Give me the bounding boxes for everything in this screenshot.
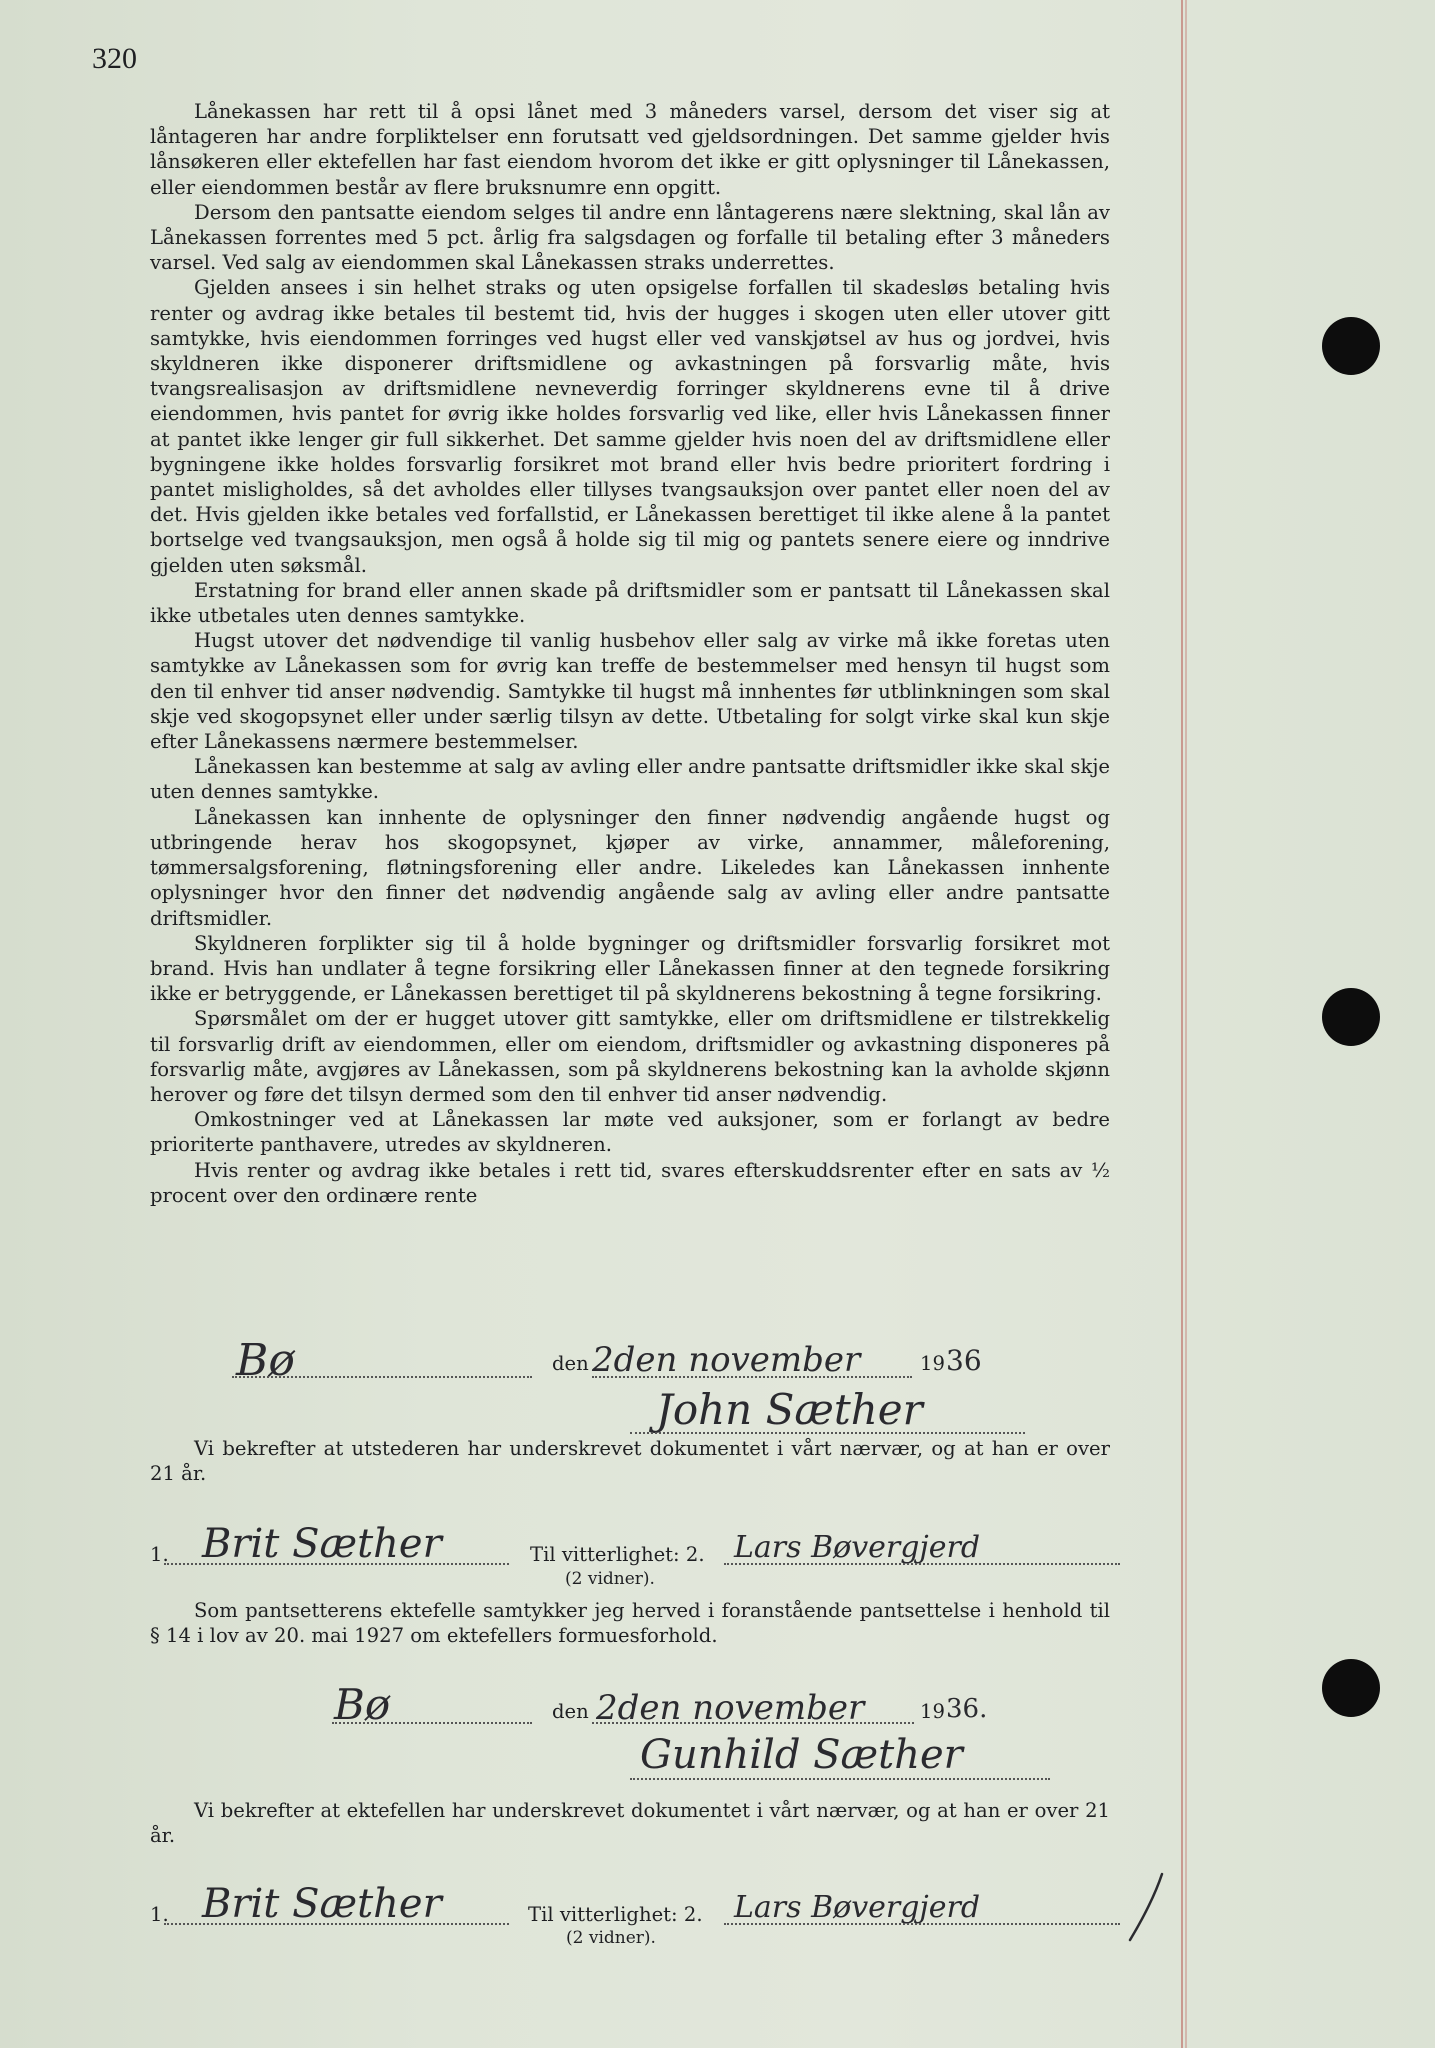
- den-label: den: [552, 1352, 589, 1375]
- date-handwritten-2: 2den november: [596, 1688, 865, 1728]
- witness1-number: 1.: [150, 1543, 169, 1566]
- paragraph: Erstatning for brand eller annen skade på driftsmidler som er pantsatt til Lånekassen skal ikke utbetales uten dennes samtykke.: [150, 578, 1110, 628]
- date-handwritten: 2den november: [592, 1340, 861, 1380]
- paragraph: Gjelden ansees i sin helhet straks og uten opsigelse forfallen til skadesløs betaling hvis renter og avdrag ikke betales til bestemt tid, hvis der hugges i skogen uten eller utover gitt samtykke, hvis eiendommen forringes ved hugst eller ved vanskjøtsel av hus og jordvei, hvis skyldneren ikke disponerer driftsmidlene og avkastningen på forsvarlig måte, hvis tvangsrealisasjon av driftsmidlene nevneverdig forringer skyldnerens evne til å drive eiendommen, hvis pantet for øvrig ikke holdes forsvarlig ved like, eller hvis Lånekassen finner at pantet ikke lenger gir full sikkerhet. Det samme gjelder hvis noen del av driftsmidlene eller bygningene ikke holdes forsvarlig forsikret mot brand eller hvis bedre prioritert fordring i pantet misligholdes, så det avholdes eller tillyses tvangsauksjon over pantet eller noen del av det. Hvis gjelden ikke betales ved forfallstid, er Lånekassen berettiget til ikke alene å la pantet bortselge ved tvangsauksjon, men også å holde sig til mig og pantets senere eiere og inndrive gjelden uten søksmål.: [150, 276, 1110, 577]
- paragraph: Omkostninger ved at Lånekassen lar møte ved auksjoner, som er forlangt av bedre prioriterte panthavere, utredes av skyldneren.: [150, 1108, 1110, 1157]
- signature-issuer: John Sæther: [656, 1385, 923, 1434]
- paragraph: Lånekassen kan innhente de oplysninger den finner nødvendig angående hugst og utbringende herav hos skogopsynet, kjøper av virke, annammer, måleforening, tømmersalgsforening, fløtningsforening eller andre. Likeledes kan Lånekassen innhente oplysninger hvor den finner det nødvendig angående salg av avling eller andre pantsatte driftsmidler.: [150, 805, 1110, 930]
- witness-label-2: Til vitterlighet: 2.: [528, 1903, 703, 1926]
- paragraph: Spørsmålet om der er hugget utover gitt samtykke, eller om driftsmidlene er tilstrekkelig til forsvarlig drift av eiendommen, eller om eiendom, driftsmidler og avkastning disponeres på forsvarlig måte, avgjøres av Lånekassen, som på skyldnerens bekostning kan la avholde skjønn herover og føre det tilsyn dermed som den til enhver tid anser nødvendig.: [150, 1007, 1110, 1106]
- witness2-line: [724, 1563, 1120, 1565]
- witness-label: Til vitterlighet: 2.: [530, 1543, 705, 1566]
- paragraph: Lånekassen har rett til å opsi lånet med 3 måneders varsel, dersom det viser sig at låntageren har andre forpliktelser enn forutsatt ved gjeldsordningen. Det samme gjelder hvis lånsøkeren eller ektefellen har fast eiendom hvorom det ikke er gitt oplysninger til Lånekassen, eller eiendommen består av flere bruksnumre enn opgitt.: [150, 100, 1110, 199]
- spouse-consent: Som pantsetterens ektefelle samtykker jeg herved i foranstående pantsettelse i henhold til § 14 i lov av 20. mai 1927 om ektefellers formuesforhold.: [150, 1599, 1110, 1648]
- margin-line-left: [1181, 0, 1183, 2048]
- paragraph: Dersom den pantsatte eiendom selges til andre enn låntagerens nære slektning, skal lån av Lånekassen forrentes med 5 pct. årlig fra salgsdagen og forfalle til betaling efter 3 måneders varsel. Ved salg av eiendommen skal Lånekassen straks underrettes.: [150, 200, 1110, 275]
- punch-hole-bottom: [1322, 1659, 1380, 1717]
- paragraph: Hvis renter og avdrag ikke betales i rett tid, svares efterskuddsrenter efter en sats av ½ procent over den ordinære rente: [150, 1158, 1110, 1207]
- date-line: [592, 1376, 912, 1378]
- punch-hole-top: [1322, 317, 1380, 375]
- witness1-line: [164, 1563, 509, 1565]
- spouse-confirmation: Vi bekrefter at ektefellen har underskrevet dokumentet i vårt nærvær, og at han er over 21 år.: [150, 1799, 1110, 1848]
- place-handwritten-2: Bø: [334, 1680, 391, 1729]
- signature-spouse: Gunhild Sæther: [640, 1732, 963, 1778]
- document-body: [150, 99, 1110, 1208]
- witness-note-2: (2 vidner).: [566, 1928, 656, 1948]
- witness2-signature: Lars Bøvergjerd: [734, 1530, 981, 1565]
- witness2-line-2: [724, 1923, 1120, 1925]
- year-handwritten: 36: [946, 1344, 982, 1377]
- den-label-2: den: [552, 1700, 589, 1723]
- year-printed-2: 19: [920, 1700, 945, 1723]
- signature-line: [630, 1432, 1025, 1434]
- punch-hole-middle: [1322, 988, 1380, 1046]
- witness-note: (2 vidner).: [565, 1569, 655, 1589]
- witness1-signature-2: Brit Sæther: [202, 1881, 442, 1927]
- page-number: 320: [92, 42, 137, 75]
- margin-line-right: [1185, 0, 1187, 2048]
- signature-line-2: [630, 1778, 1050, 1780]
- paragraph: Skyldneren forplikter sig til å holde bygninger og driftsmidler forsvarlig forsikret mot brand. Hvis han undlater å tegne forsikring eller Lånekassen finner at den tegnede forsikring ikke er betryggende, er Lånekassen berettiget til på skyldnerens bekostning å tegne forsikring.: [150, 931, 1110, 1006]
- witness2-signature-2: Lars Bøvergjerd: [734, 1890, 981, 1925]
- issuer-confirmation: Vi bekrefter at utstederen har underskrevet dokumentet i vårt nærvær, og at han er over 21 år.: [150, 1437, 1110, 1486]
- paragraph: Hugst utover det nødvendige til vanlig husbehov eller salg av virke må ikke foretas uten samtykke av Lånekassen som for øvrig kan treffe de bestemmelser med hensyn til hugst som den til enhver tid anser nødvendig. Samtykke til hugst må innhentes før utblinkningen som skal skje ved skogopsynet eller under særlig tilsyn av dette. Utbetaling for solgt virke skal kun skje efter Lånekassens nærmere bestemmelser.: [150, 629, 1110, 754]
- pen-stroke-mark: [1120, 1868, 1170, 1948]
- place-line-2: [332, 1722, 532, 1724]
- paragraph: Lånekassen kan bestemme at salg av avling eller andre pantsatte driftsmidler ikke skal skje uten dennes samtykke.: [150, 755, 1110, 804]
- witness1-signature: Brit Sæther: [202, 1521, 442, 1567]
- year-printed: 19: [920, 1352, 945, 1375]
- year-handwritten-2: 36.: [946, 1694, 988, 1724]
- date-line-2: [592, 1722, 914, 1724]
- witness1-line-2: [164, 1923, 509, 1925]
- place-handwritten: Bø: [236, 1335, 295, 1386]
- place-line: [232, 1376, 532, 1378]
- witness1-number-2: 1.: [150, 1903, 169, 1926]
